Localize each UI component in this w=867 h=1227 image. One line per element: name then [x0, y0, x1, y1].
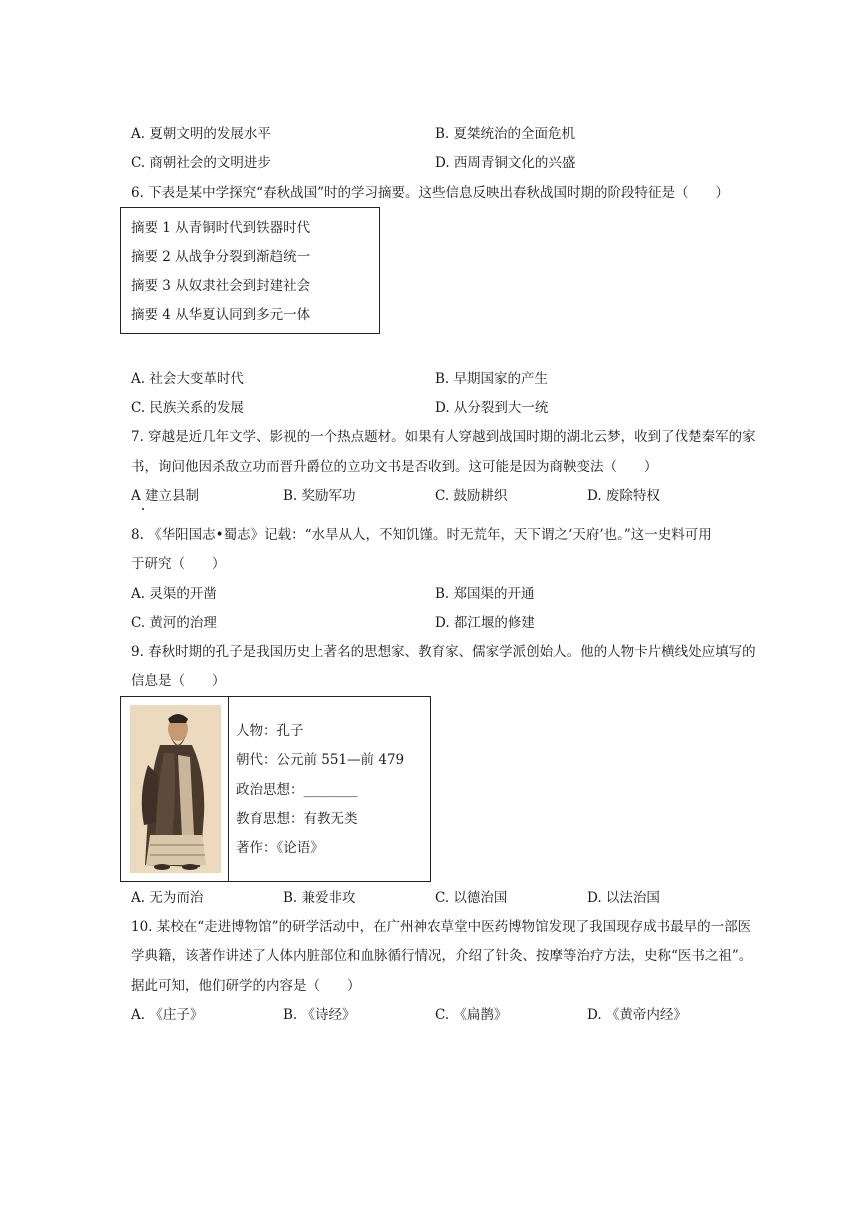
- card-political-thought: 政治思想：________: [236, 782, 358, 798]
- card-dynasty: 朝代：公元前 551—前 479: [236, 752, 405, 768]
- q6-option-d: D. 从分裂到大一统: [435, 400, 549, 416]
- q5-option-c: C. 商朝社会的文明进步: [131, 155, 271, 171]
- q5-option-b: B. 夏桀统治的全面危机: [435, 126, 576, 142]
- q8-option-c: C. 黄河的治理: [131, 615, 217, 631]
- q10-option-b: B. 《诗经》: [283, 1007, 356, 1023]
- q8-stem-line2: 于研究（ ）: [131, 556, 226, 572]
- q6-summary-box: [120, 207, 380, 334]
- q6-summary-4: 摘要 4 从华夏认同到多元一体: [131, 307, 311, 323]
- card-person: 人物：孔子: [236, 723, 304, 739]
- q7-option-c: C. 鼓励耕织: [435, 488, 508, 504]
- q8-option-a: A. 灵渠的开凿: [131, 586, 217, 602]
- q5-option-a: A. 夏朝文明的发展水平: [131, 126, 271, 142]
- q7-stem-line2: 书，询问他因杀敌立功而晋升爵位的立功文书是否收到。这可能是因为商鞅变法（ ）: [131, 459, 658, 475]
- q8-option-b: B. 郑国渠的开通: [435, 586, 535, 602]
- card-education-thought: 教育思想：有教无类: [236, 811, 358, 827]
- q10-stem-line2: 学典籍，该著作讲述了人体内脏部位和血脉循行情况，介绍了针灸、按摩等治疗方法，史称“医书之祖”。: [131, 948, 753, 964]
- q6-summary-1: 摘要 1 从青铜时代到铁器时代: [131, 220, 311, 236]
- q8-stem-line1: 8. 《华阳国志•蜀志》记载：“水旱从人，不知饥馑。时无荒年，天下谓之‘天府’也。”这一史料可用: [131, 527, 712, 543]
- q8-option-d: D. 都江堰的修建: [435, 615, 535, 631]
- q7-option-b: B. 奖励军功: [283, 488, 356, 504]
- q10-stem-line3: 据此可知，他们研学的内容是（ ）: [131, 978, 361, 994]
- q9-stem-line1: 9. 春秋时期的孔子是我国历史上著名的思想家、教育家、儒家学派创始人。他的人物卡片横线处应填写的: [131, 644, 756, 660]
- q6-summary-3: 摘要 3 从奴隶社会到封建社会: [131, 278, 311, 294]
- q7-option-a: A 建立县制: [131, 488, 200, 504]
- q9-stem-line2: 信息是（ ）: [131, 673, 226, 689]
- q9-option-a: A. 无为而治: [131, 890, 204, 906]
- card-works: 著作：《论语》: [236, 840, 324, 856]
- q6-option-c: C. 民族关系的发展: [131, 400, 244, 416]
- q10-stem-line1: 10. 某校在“走进博物馆”的研学活动中，在广州神农草堂中医药博物馆发现了我国现存成书最早的一部医: [131, 919, 752, 935]
- q6-stem: 6. 下表是某中学探究“春秋战国”时的学习摘要。这些信息反映出春秋战国时期的阶段特征是（ ）: [131, 185, 729, 201]
- q9-option-b: B. 兼爱非攻: [283, 890, 356, 906]
- q7-option-d: D. 废除特权: [587, 488, 660, 504]
- q10-option-a: A. 《庄子》: [131, 1007, 204, 1023]
- card-divider: [228, 697, 229, 881]
- q7-option-a-dot: [142, 508, 144, 510]
- q9-option-c: C. 以德治国: [435, 890, 508, 906]
- q6-option-b: B. 早期国家的产生: [435, 371, 549, 387]
- q9-option-d: D. 以法治国: [587, 890, 660, 906]
- q6-option-a: A. 社会大变革时代: [131, 371, 244, 387]
- q5-option-d: D. 西周青铜文化的兴盛: [435, 155, 576, 171]
- q7-stem-line1: 7. 穿越是近几年文学、影视的一个热点题材。如果有人穿越到战国时期的湖北云梦，收到了伐楚秦军的家: [131, 429, 756, 445]
- q10-option-c: C. 《扁鹊》: [435, 1007, 508, 1023]
- confucius-portrait-image: [130, 705, 221, 873]
- q10-option-d: D. 《黄帝内经》: [587, 1007, 687, 1023]
- q6-summary-2: 摘要 2 从战争分裂到渐趋统一: [131, 249, 311, 265]
